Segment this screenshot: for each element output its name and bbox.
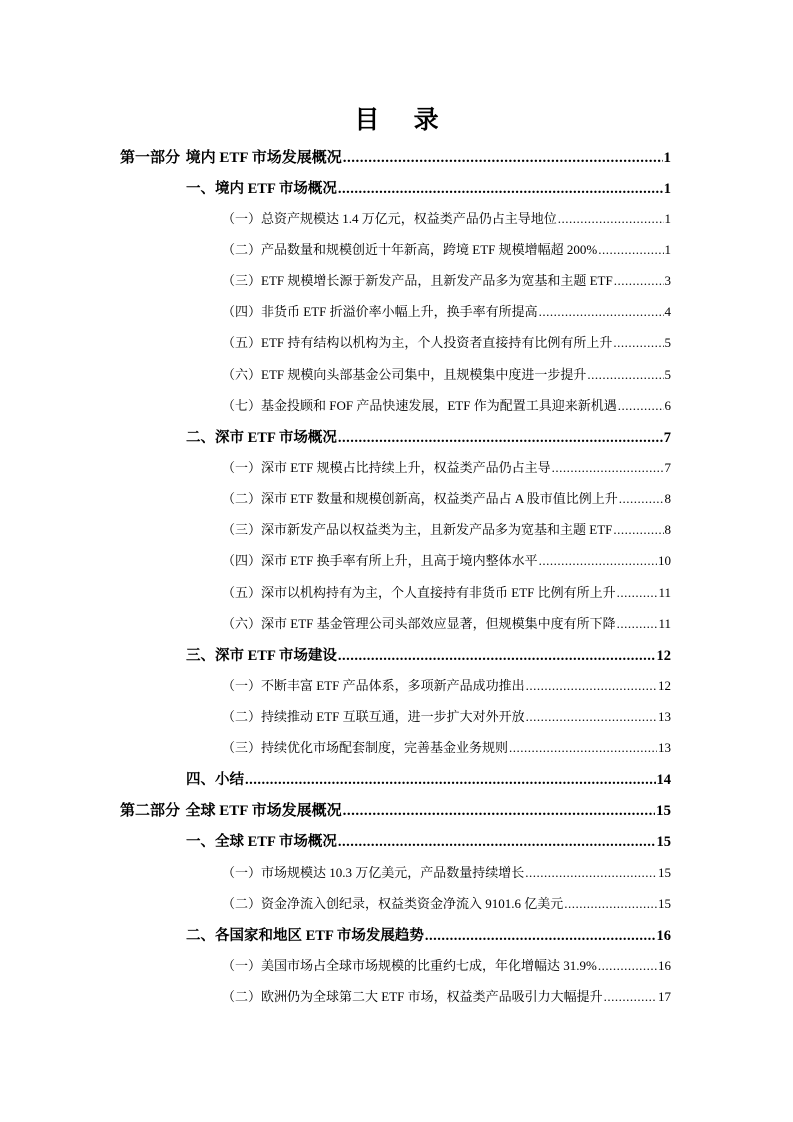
dot-leader	[338, 181, 663, 198]
toc-subsection[interactable]	[222, 208, 671, 227]
dot-leader	[619, 491, 664, 507]
toc-page-number: 1	[663, 181, 671, 197]
toc-page-number: 3	[664, 273, 671, 288]
toc-part-2[interactable]	[120, 799, 671, 820]
dot-leader	[613, 335, 663, 351]
toc-entry-title: （六）ETF 规模向头部基金公司集中，且规模集中度进一步提升	[222, 367, 587, 382]
toc-entry-title: 一、全球 ETF 市场概况	[186, 834, 337, 850]
toc-entry-title: （二）产品数量和规模创近十年新高，跨境 ETF 规模增幅超 200%	[222, 242, 598, 257]
toc-page-number: 12	[658, 678, 671, 693]
toc-entry-title: （二）深市 ETF 数量和规模创新高，权益类产品占 A 股市值比例上升	[222, 491, 618, 506]
toc-entry-title: （一）市场规模达 10.3 万亿美元，产品数量持续增长	[222, 865, 525, 880]
toc-page-number: 15	[656, 834, 671, 850]
dot-leader	[598, 242, 663, 258]
toc-section[interactable]	[186, 830, 671, 851]
dot-leader	[587, 367, 663, 383]
toc-subsection[interactable]	[222, 488, 671, 507]
toc-subsection[interactable]	[222, 582, 671, 601]
toc-subsection[interactable]	[222, 270, 671, 289]
toc-section[interactable]	[186, 924, 671, 945]
toc-page-number: 1	[664, 211, 671, 226]
toc-section[interactable]	[186, 426, 671, 447]
toc-page-number: 1	[663, 150, 671, 166]
toc-page-number: 7	[664, 460, 671, 475]
toc-subsection[interactable]	[222, 457, 671, 476]
toc-entry-title: （五）ETF 持有结构以机构为主，个人投资者直接持有比例有所上升	[222, 335, 613, 350]
toc-entry-title: （四）深市 ETF 换手率有所上升，且高于境内整体水平	[222, 553, 538, 568]
toc-subsection[interactable]	[222, 332, 671, 351]
toc-entry-title: 二、各国家和地区 ETF 市场发展趋势	[186, 928, 424, 944]
toc-page-number: 15	[658, 896, 671, 911]
toc-page-number: 5	[664, 367, 671, 382]
toc-entry-title: 全球 ETF 市场发展概况	[185, 803, 342, 819]
dot-leader	[338, 430, 663, 447]
toc-part-label: 第一部分	[120, 150, 181, 166]
dot-leader	[526, 709, 657, 725]
toc-entry-title: （四）非货币 ETF 折溢价率小幅上升，换手率有所提高	[222, 304, 538, 319]
dot-leader	[338, 834, 656, 851]
dot-leader	[617, 616, 658, 632]
toc-entry-title: 三、深市 ETF 市场建设	[186, 648, 337, 664]
dot-leader	[617, 585, 658, 601]
toc-page-number: 13	[658, 709, 671, 724]
toc-subsection[interactable]	[222, 239, 671, 258]
toc-page-number: 8	[664, 491, 671, 506]
toc-entry-title: （二）资金净流入创纪录，权益类资金净流入 9101.6 亿美元	[222, 896, 564, 911]
toc-subsection[interactable]	[222, 737, 671, 756]
toc-page-number: 4	[664, 304, 671, 319]
dot-leader	[618, 398, 664, 414]
toc-section[interactable]	[186, 768, 671, 789]
toc-section[interactable]	[186, 177, 671, 198]
toc-page-number: 16	[656, 928, 671, 944]
toc-subsection[interactable]	[222, 862, 671, 881]
toc-subsection[interactable]	[222, 550, 671, 569]
toc-section[interactable]	[186, 644, 671, 665]
toc-entry-title: 四、小结	[186, 772, 244, 788]
dot-leader	[509, 740, 657, 756]
toc-page-number: 8	[664, 522, 671, 537]
toc-page-number: 12	[656, 648, 671, 664]
toc-subsection[interactable]	[222, 955, 671, 974]
dot-leader	[338, 648, 656, 665]
dot-leader	[526, 678, 657, 694]
toc-entry-title: （五）深市以机构持有为主，个人直接持有非货币 ETF 比例有所上升	[222, 585, 616, 600]
dot-leader	[564, 896, 657, 912]
toc-subsection[interactable]	[222, 301, 671, 320]
toc-page-number: 11	[658, 616, 671, 631]
toc-page-number: 13	[658, 740, 671, 755]
toc-subsection[interactable]	[222, 395, 671, 414]
toc-entry-title: 一、境内 ETF 市场概况	[186, 181, 337, 197]
dot-leader	[558, 211, 664, 227]
toc-page-number: 14	[656, 772, 671, 788]
toc-page-number: 17	[658, 989, 671, 1004]
toc-subsection[interactable]	[222, 893, 671, 912]
toc-entry-title: （六）深市 ETF 基金管理公司头部效应显著，但规模集中度有所下降	[222, 616, 616, 631]
toc-page-number: 1	[664, 242, 671, 257]
dot-leader	[539, 553, 657, 569]
toc-subsection[interactable]	[222, 986, 671, 1005]
dot-leader	[613, 522, 663, 538]
toc-part-1[interactable]	[120, 146, 671, 167]
dot-leader	[343, 150, 663, 167]
toc-entry-title: （三）ETF 规模增长源于新发产品，且新发产品多为宽基和主题 ETF	[222, 273, 613, 288]
toc-subsection[interactable]	[222, 364, 671, 383]
toc-entry-title: （二）欧洲仍为全球第二大 ETF 市场，权益类产品吸引力大幅提升	[222, 989, 603, 1004]
dot-leader	[552, 460, 664, 476]
toc-entry-title: （一）不断丰富 ETF 产品体系，多项新产品成功推出	[222, 678, 525, 693]
toc-entry-title: （二）持续推动 ETF 互联互通，进一步扩大对外开放	[222, 709, 525, 724]
toc-part-label: 第二部分	[120, 803, 181, 819]
toc-subsection[interactable]	[222, 675, 671, 694]
toc-page-number: 10	[658, 553, 671, 568]
dot-leader	[343, 803, 655, 820]
toc-page-number: 7	[663, 430, 671, 446]
toc-page-number: 6	[664, 398, 671, 413]
toc-entry-title: （一）美国市场占全球市场规模的比重约七成，年化增幅达 31.9%	[222, 958, 597, 973]
dot-leader	[614, 273, 664, 289]
dot-leader	[245, 772, 656, 789]
toc-subsection[interactable]	[222, 519, 671, 538]
toc-entry-title: （三）深市新发产品以权益类为主，且新发产品多为宽基和主题 ETF	[222, 522, 613, 537]
dot-leader	[604, 989, 657, 1005]
toc-entry-title: （七）基金投顾和 FOF 产品快速发展，ETF 作为配置工具迎来新机遇	[222, 398, 617, 413]
dot-leader	[525, 865, 657, 881]
toc-entry-title: （一）总资产规模达 1.4 万亿元，权益类产品仍占主导地位	[222, 211, 557, 226]
toc-subsection[interactable]	[222, 613, 671, 632]
toc-page-number: 15	[658, 865, 671, 880]
toc-page-number: 15	[656, 803, 671, 819]
toc-page-number: 16	[658, 958, 671, 973]
toc-page-number: 11	[658, 585, 671, 600]
toc-page-number: 5	[664, 335, 671, 350]
dot-leader	[539, 304, 664, 320]
toc-entry-title: （三）持续优化市场配套制度，完善基金业务规则	[222, 740, 509, 755]
dot-leader	[598, 958, 657, 974]
toc-entry-title: 境内 ETF 市场发展概况	[185, 150, 342, 166]
toc-entry-title: （一）深市 ETF 规模占比持续上升，权益类产品仍占主导	[222, 460, 551, 475]
dot-leader	[425, 928, 656, 945]
toc-entry-title: 二、深市 ETF 市场概况	[186, 430, 337, 446]
page-title: 目 录	[354, 107, 453, 134]
toc-subsection[interactable]	[222, 706, 671, 725]
